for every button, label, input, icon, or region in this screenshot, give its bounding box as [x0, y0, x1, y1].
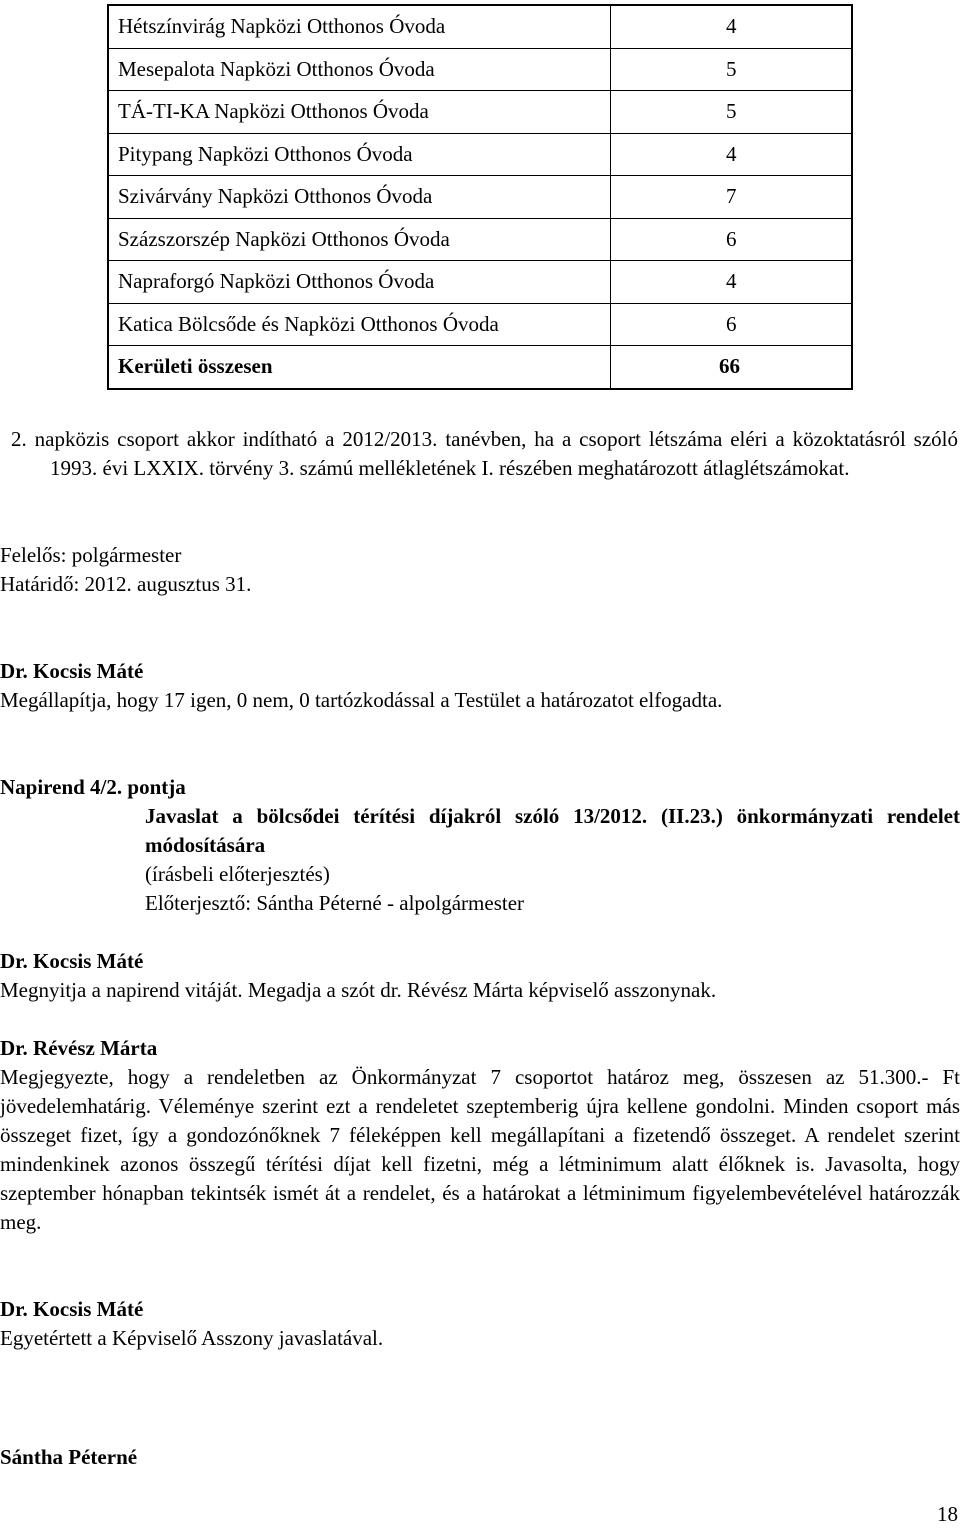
table-total-row — [108, 346, 852, 389]
table-row — [108, 261, 852, 304]
kindergarten-groups-table — [107, 4, 853, 390]
group-count: 5 — [611, 48, 853, 91]
page-number: 18 — [937, 1502, 958, 1526]
speech-text: Megjegyezte, hogy a rendeletben az Önkormányzat 7 csoportot határoz meg, összesen az 51.300.- Ft jövedelemhatárig. Véleménye szerint ezt a rendeletet szeptemberig újra kellene gondolni. Minden csoport más összeget fizet, így a gondozónőknek 7 féleképpen kell megállapítani a fizetendő összeget. A rendelet szerint mindenkinek azonos összegű térítési díjat kell fizetni, még a létminimum alatt élőknek is. Javasolta, hogy szeptember hónapban tekintsék ismét át a rendelet, és a határokat a létminimum figyelembevételével határozzák meg. — [0, 1065, 960, 1234]
table-row — [108, 48, 852, 91]
speech-text: Megállapítja, hogy 17 igen, 0 nem, 0 tartózkodással a Testület a határozatot elfogadta. — [0, 688, 723, 712]
speaker-name: Dr. Kocsis Máté — [0, 659, 144, 683]
speaker-name: Dr. Révész Márta — [0, 1036, 158, 1060]
responsible-line: Felelős: polgármester — [0, 543, 182, 567]
speaker-name: Dr. Kocsis Máté — [0, 949, 144, 973]
table-row — [108, 5, 852, 48]
kindergarten-name: Pitypang Napközi Otthonos Óvoda — [108, 133, 611, 176]
group-count: 6 — [611, 303, 853, 346]
group-count: 4 — [611, 261, 853, 304]
total-count: 66 — [611, 346, 853, 389]
speech-text: Egyetértett a Képviselő Asszony javaslatával. — [0, 1326, 384, 1350]
kindergarten-name: TÁ-TI-KA Napközi Otthonos Óvoda — [108, 91, 611, 134]
table-row — [108, 218, 852, 261]
resolution-point-2: 2. napközis csoport akkor indítható a 2012/2013. tanévben, ha a csoport létszáma eléri a közoktatásról szóló 1993. évi LXXIX. törvény 3. számú mellékletének I. részében meghatározott átlaglétszámokat. — [11, 427, 958, 480]
group-count: 7 — [611, 176, 853, 219]
kindergarten-name: Hétszínvirág Napközi Otthonos Óvoda — [108, 5, 611, 48]
group-count: 6 — [611, 218, 853, 261]
agenda-title: Javaslat a bölcsődei térítési díjakról szóló 13/2012. (II.23.) önkormányzati rendelet módosítására — [145, 804, 960, 857]
agenda-label: Napirend 4/2. pontja — [0, 775, 186, 799]
kindergarten-name: Katica Bölcsőde és Napközi Otthonos Óvoda — [108, 303, 611, 346]
group-count: 4 — [611, 5, 853, 48]
group-count: 5 — [611, 91, 853, 134]
total-label: Kerületi összesen — [108, 346, 611, 389]
group-count: 4 — [611, 133, 853, 176]
speaker-name: Dr. Kocsis Máté — [0, 1297, 144, 1321]
kindergarten-name: Mesepalota Napközi Otthonos Óvoda — [108, 48, 611, 91]
table-row — [108, 133, 852, 176]
table-row — [108, 303, 852, 346]
kindergarten-name: Szivárvány Napközi Otthonos Óvoda — [108, 176, 611, 219]
table-row — [108, 176, 852, 219]
agenda-type: (írásbeli előterjesztés) — [145, 862, 330, 886]
agenda-presenter: Előterjesztő: Sántha Péterné - alpolgármester — [145, 891, 525, 915]
kindergarten-name: Százszorszép Napközi Otthonos Óvoda — [108, 218, 611, 261]
kindergarten-name: Napraforgó Napközi Otthonos Óvoda — [108, 261, 611, 304]
deadline-line: Határidő: 2012. augusztus 31. — [0, 572, 252, 596]
table-row — [108, 91, 852, 134]
speech-text: Megnyitja a napirend vitáját. Megadja a szót dr. Révész Márta képviselő asszonynak. — [0, 978, 717, 1002]
speaker-name: Sántha Péterné — [0, 1445, 138, 1469]
